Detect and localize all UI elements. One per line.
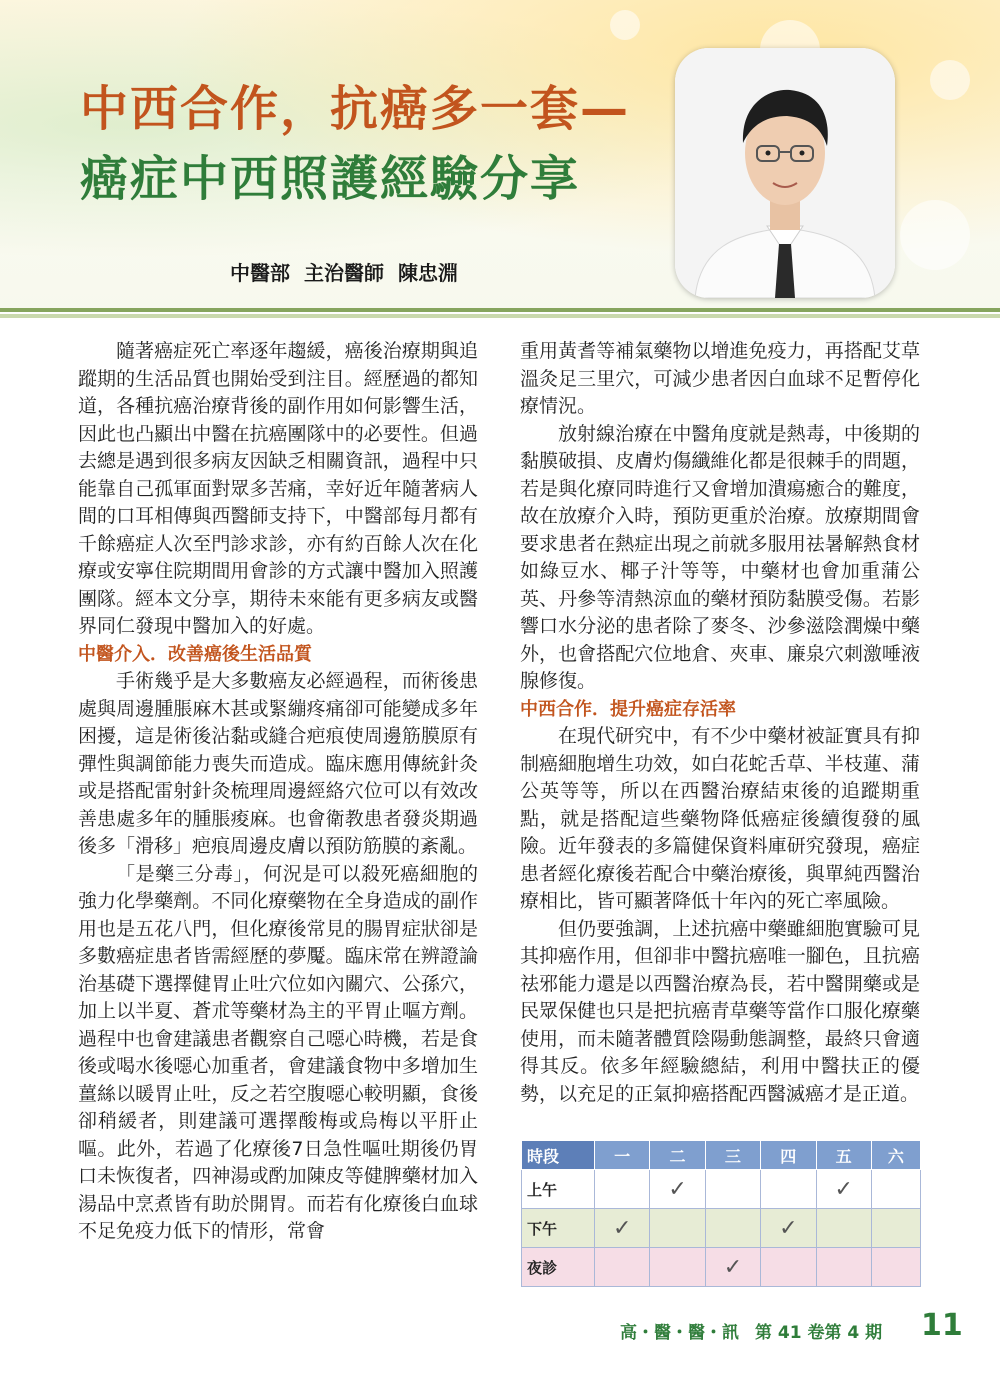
check-icon: ✓ bbox=[761, 1209, 816, 1248]
page-footer bbox=[620, 1318, 882, 1343]
schedule-cell bbox=[650, 1209, 705, 1248]
paragraph: 但仍要強調，上述抗癌中藥雖細胞實驗可見其抑癌作用，但卻非中醫抗癌唯一腳色，且抗癌祛邪能力還是以西醫治療為長，若中醫開藥或是民眾保健也只是把抗癌青草藥等當作口服化療藥使用，而未隨著體質陰陽動態調整，最終只會適得其反。依多年經驗總結，利用中醫扶正的優勢，以充足的正氣抑癌搭配西醫滅癌才是正道。 bbox=[520, 917, 920, 1105]
schedule-row-label: 夜診 bbox=[522, 1248, 595, 1287]
schedule-day-header: 三 bbox=[705, 1141, 760, 1170]
page-number: 11 bbox=[921, 1308, 963, 1343]
schedule-header-row bbox=[522, 1141, 921, 1170]
bokeh-decoration bbox=[610, 10, 640, 40]
schedule-day-header: 五 bbox=[816, 1141, 871, 1170]
schedule-cell bbox=[705, 1209, 760, 1248]
schedule-day-header: 六 bbox=[871, 1141, 920, 1170]
clinic-schedule-table bbox=[521, 1140, 921, 1287]
schedule-row-afternoon bbox=[522, 1209, 921, 1248]
article-title-line2: 癌症中西照護經驗分享 bbox=[80, 151, 581, 207]
schedule-day-header: 四 bbox=[761, 1141, 816, 1170]
schedule-cell bbox=[761, 1170, 816, 1209]
check-icon: ✓ bbox=[595, 1209, 650, 1248]
check-icon: ✓ bbox=[650, 1170, 705, 1209]
schedule-cell bbox=[705, 1170, 760, 1209]
schedule-cell bbox=[816, 1209, 871, 1248]
left-column bbox=[78, 338, 478, 1246]
author-role: 主治醫師 bbox=[304, 261, 384, 285]
section-heading: 中西合作．提升癌症存活率 bbox=[520, 698, 736, 720]
bokeh-decoration bbox=[930, 60, 970, 100]
author-photo bbox=[675, 48, 895, 298]
schedule-corner-header: 時段 bbox=[522, 1141, 595, 1170]
section-heading: 中醫介入．改善癌後生活品質 bbox=[78, 643, 312, 665]
schedule-row-label: 下午 bbox=[522, 1209, 595, 1248]
schedule-cell bbox=[871, 1170, 920, 1209]
paragraph: 隨著癌症死亡率逐年趨緩，癌後治療期與追蹤期的生活品質也開始受到注目。經歷過的都知道，各種抗癌治療背後的副作用如何影響生活，因此也凸顯出中醫在抗癌團隊中的必要性。但過去總是遇到很多病友因缺乏相關資訊，過程中只能靠自己孤軍面對眾多苦痛，幸好近年隨著病人間的口耳相傳與西醫師支持下，中醫部每月都有千餘癌症人次至門診求診，亦有約百餘人次在化療或安寧住院期間用會診的方式讓中醫加入照護團隊。經本文分享，期待未來能有更多病友或醫界同仁發現中醫加入的好處。 bbox=[78, 340, 478, 637]
schedule-day-header: 一 bbox=[595, 1141, 650, 1170]
schedule-row-evening bbox=[522, 1248, 921, 1287]
header-divider bbox=[0, 308, 1000, 312]
paragraph: 手術幾乎是大多數癌友必經過程，而術後患處與周邊腫脹麻木甚或緊繃疼痛卻可能變成多年困擾，這是術後沾黏或縫合疤痕使周邊筋膜原有彈性與調節能力喪失而造成。臨床應用傳統針灸或是搭配雷射針灸梳理周邊經絡穴位可以有效改善患處多年的腫脹痠麻。也會衛教患者發炎期過後多「滑移」疤痕周邊皮膚以預防筋膜的紊亂。 bbox=[78, 670, 478, 857]
schedule-day-header: 二 bbox=[650, 1141, 705, 1170]
article-title-line1: 中西合作，抗癌多一套— bbox=[80, 81, 631, 137]
right-column bbox=[520, 338, 920, 1108]
schedule-cell bbox=[871, 1209, 920, 1248]
doctor-portrait-icon bbox=[675, 48, 895, 298]
publication-name: 高・醫・醫・訊 bbox=[620, 1323, 739, 1343]
author-department: 中醫部 bbox=[230, 261, 290, 285]
issue-number: 第 41 卷第 4 期 bbox=[755, 1323, 883, 1343]
schedule-row-morning bbox=[522, 1170, 921, 1209]
paragraph: 重用黃耆等補氣藥物以增進免疫力，再搭配艾草溫灸足三里穴，可減少患者因白血球不足暫停化療情況。 bbox=[520, 340, 920, 417]
paragraph: 在現代研究中，有不少中藥材被証實具有抑制癌細胞增生功效，如白花蛇舌草、半枝蓮、蒲公英等等，所以在西醫治療結束後的追蹤期重點，就是搭配這些藥物降低癌症後續復發的風險。近年發表的多篇健保資料庫研究發現，癌症患者經化療後若配合中藥治療後，與單純西醫治療相比，皆可顯著降低十年內的死亡率風險。 bbox=[520, 725, 920, 912]
paragraph: 「是藥三分毒」，何況是可以殺死癌細胞的強力化學藥劑。不同化療藥物在全身造成的副作用也是五花八門，但化療後常見的腸胃症狀卻是多數癌症患者皆需經歷的夢魘。臨床常在辨證論治基礎下選擇健胃止吐穴位如內關穴、公孫穴，加上以半夏、蒼朮等藥材為主的平胃止嘔方劑。過程中也會建議患者觀察自己噁心時機，若是食後或喝水後噁心加重者，會建議食物中多增加生薑絲以暖胃止吐，反之若空腹噁心較明顯，食後卻稍緩者，則建議可選擇酸梅或烏梅以平肝止嘔。此外，若過了化療後7日急性嘔吐期後仍胃口未恢復者，四神湯或酌加陳皮等健脾藥材加入湯品中烹煮皆有助於開胃。而若有化療後白血球不足免疫力低下的情形，常會 bbox=[78, 862, 478, 1242]
check-icon: ✓ bbox=[705, 1248, 760, 1287]
check-icon: ✓ bbox=[816, 1170, 871, 1209]
paragraph: 放射線治療在中醫角度就是熱毒，中後期的黏膜破損、皮膚灼傷纖維化都是很棘手的問題，若是與化療同時進行又會增加潰瘍癒合的難度，故在放療介入時，預防更重於治療。放療期間會要求患者在熱症出現之前就多服用祛暑解熱食材如綠豆水、椰子汁等等，中藥材也會加重蒲公英、丹參等清熱涼血的藥材預防黏膜受傷。若影響口水分泌的患者除了麥冬、沙參滋陰潤燥中藥外，也會搭配穴位地倉、夾車、廉泉穴刺激唾液腺修復。 bbox=[520, 422, 920, 692]
schedule-cell bbox=[650, 1248, 705, 1287]
author-name: 陳忠淵 bbox=[398, 261, 458, 285]
schedule-cell bbox=[816, 1248, 871, 1287]
bokeh-decoration bbox=[900, 200, 970, 270]
schedule-cell bbox=[595, 1248, 650, 1287]
schedule-cell bbox=[761, 1248, 816, 1287]
schedule-cell bbox=[595, 1170, 650, 1209]
header-divider-light bbox=[0, 314, 1000, 318]
author-byline bbox=[230, 257, 472, 286]
schedule-cell bbox=[871, 1248, 920, 1287]
schedule-row-label: 上午 bbox=[522, 1170, 595, 1209]
header-banner bbox=[0, 0, 1000, 312]
